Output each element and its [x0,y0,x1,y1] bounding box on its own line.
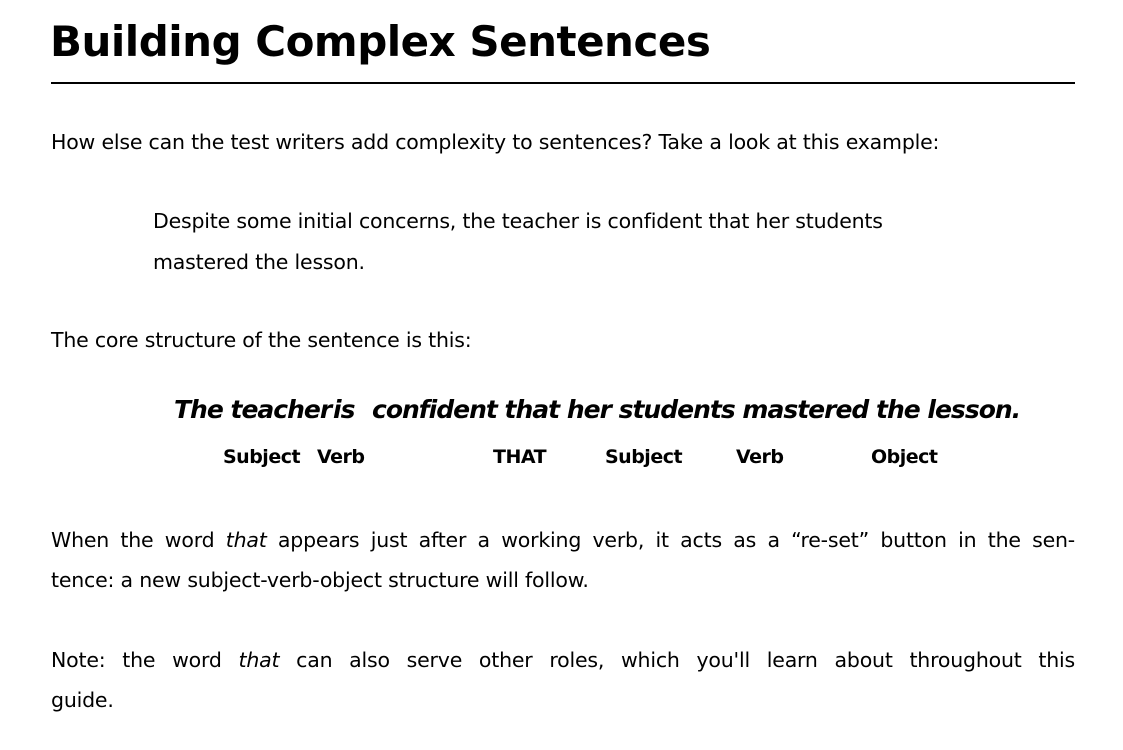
example-sentence [153,201,1013,283]
role-label-verb-2: Verb [736,446,784,468]
text-span: Note: the word [51,648,239,672]
text-span: appears just after a working verb, it acts as a “re-set” button in the sen- [266,528,1075,552]
role-label-verb: Verb [317,446,365,468]
paragraph-line [51,520,1075,560]
role-label-subject: Subject [223,446,301,468]
role-label-subject-2: Subject [605,446,683,468]
paragraph-line: tence: a new subject-verb-object structure will follow. [51,568,589,592]
emphasis-that: that [238,648,280,672]
note-paragraph [51,640,1075,720]
title-divider [51,82,1075,84]
core-sentence-verb: is [333,395,355,424]
core-structure-intro: The core structure of the sentence is this: [51,328,472,352]
paragraph-line [51,640,1075,680]
emphasis-that: that [225,528,267,552]
example-line-1: Despite some initial concerns, the teacher is confident that her students [153,209,883,233]
role-label-object: Object [871,446,938,468]
core-sentence-subject: The teacher [174,395,332,424]
that-reset-paragraph [51,520,1075,600]
example-line-2: mastered the lesson. [153,250,365,274]
page-title: Building Complex Sentences [50,17,711,66]
text-span: can also serve other roles, which you'll learn about throughout this [279,648,1076,672]
intro-paragraph: How else can the test writers add complexity to sentences? Take a look at this example: [51,130,940,154]
core-sentence-rest: confident that her students mastered the lesson. [372,395,1021,424]
paragraph-line: guide. [51,688,114,712]
role-label-that: THAT [493,446,547,468]
text-span: When the word [51,528,226,552]
